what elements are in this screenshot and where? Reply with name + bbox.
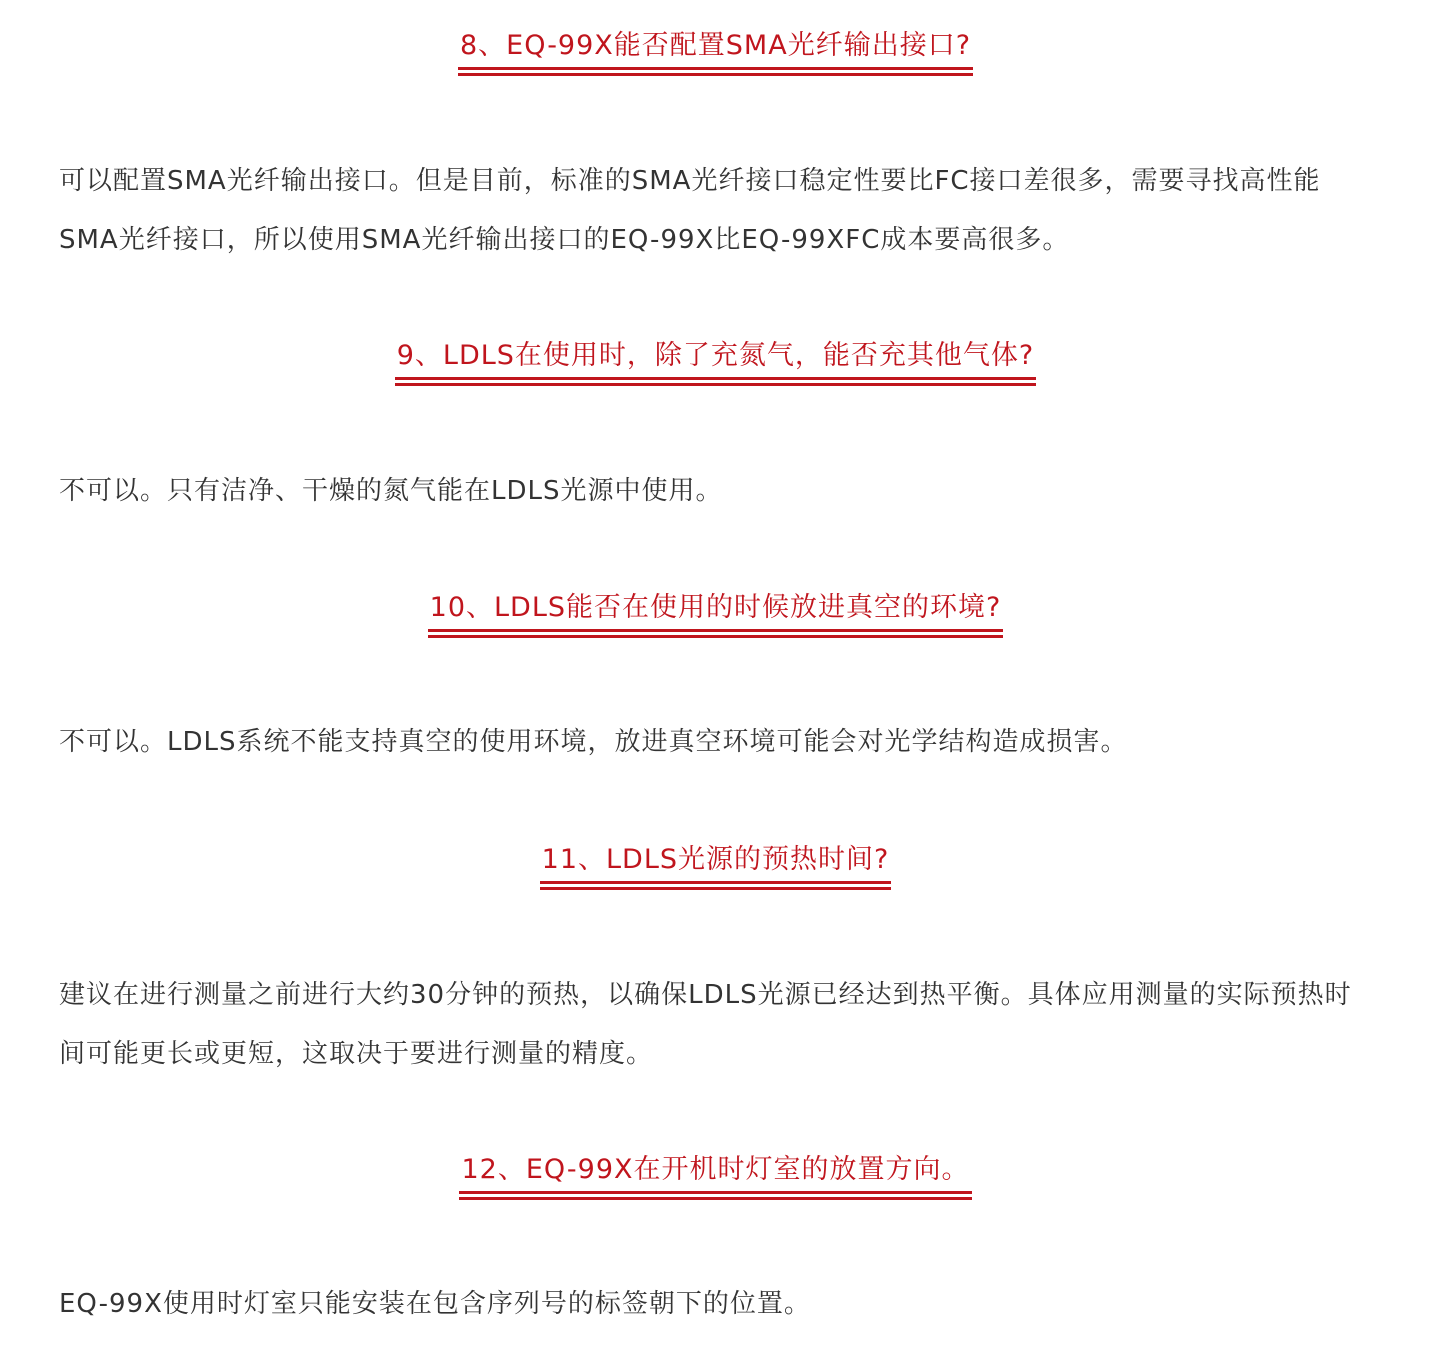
question-text: 11、LDLS光源的预热时间?: [541, 844, 890, 875]
faq-question-10: [0, 592, 1431, 638]
faq-answer-9: 不可以。只有洁净、干燥的氮气能在LDLS光源中使用。: [59, 476, 723, 506]
question-text: 9、LDLS在使用时，除了充氮气，能否充其他气体?: [396, 340, 1035, 371]
faq-answer-10: 不可以。LDLS系统不能支持真空的使用环境，放进真空环境可能会对光学结构造成损害。: [59, 727, 1128, 757]
question-heading: [458, 30, 973, 76]
question-text: 10、LDLS能否在使用的时候放进真空的环境?: [429, 592, 1002, 623]
faq-answer-11: 建议在进行测量之前进行大约30分钟的预热，以确保LDLS光源已经达到热平衡。具体应用测量的实际预热时间可能更长或更短，这取决于要进行测量的精度。: [59, 980, 1352, 1069]
question-text: 8、EQ-99X能否配置SMA光纤输出接口?: [459, 30, 972, 61]
faq-question-12: [0, 1154, 1431, 1200]
double-underline: [458, 67, 973, 76]
question-heading: [459, 1154, 971, 1200]
faq-question-8: [0, 30, 1431, 76]
faq-answer-8: 可以配置SMA光纤输出接口。但是目前，标准的SMA光纤接口稳定性要比FC接口差很多，需要寻找高性能SMA光纤接口，所以使用SMA光纤输出接口的EQ-99X比EQ-99XFC成本要高很多。: [59, 166, 1321, 255]
faq-question-11: [0, 844, 1431, 890]
faq-question-9: [0, 340, 1431, 386]
double-underline: [459, 1191, 971, 1200]
question-text: 12、EQ-99X在开机时灯室的放置方向。: [461, 1154, 970, 1185]
double-underline: [428, 629, 1004, 638]
faq-answer-12: EQ-99X使用时灯室只能安装在包含序列号的标签朝下的位置。: [59, 1289, 811, 1319]
double-underline: [540, 881, 892, 890]
double-underline: [395, 377, 1037, 386]
question-heading: [540, 844, 892, 890]
question-heading: [395, 340, 1037, 386]
question-heading: [428, 592, 1004, 638]
